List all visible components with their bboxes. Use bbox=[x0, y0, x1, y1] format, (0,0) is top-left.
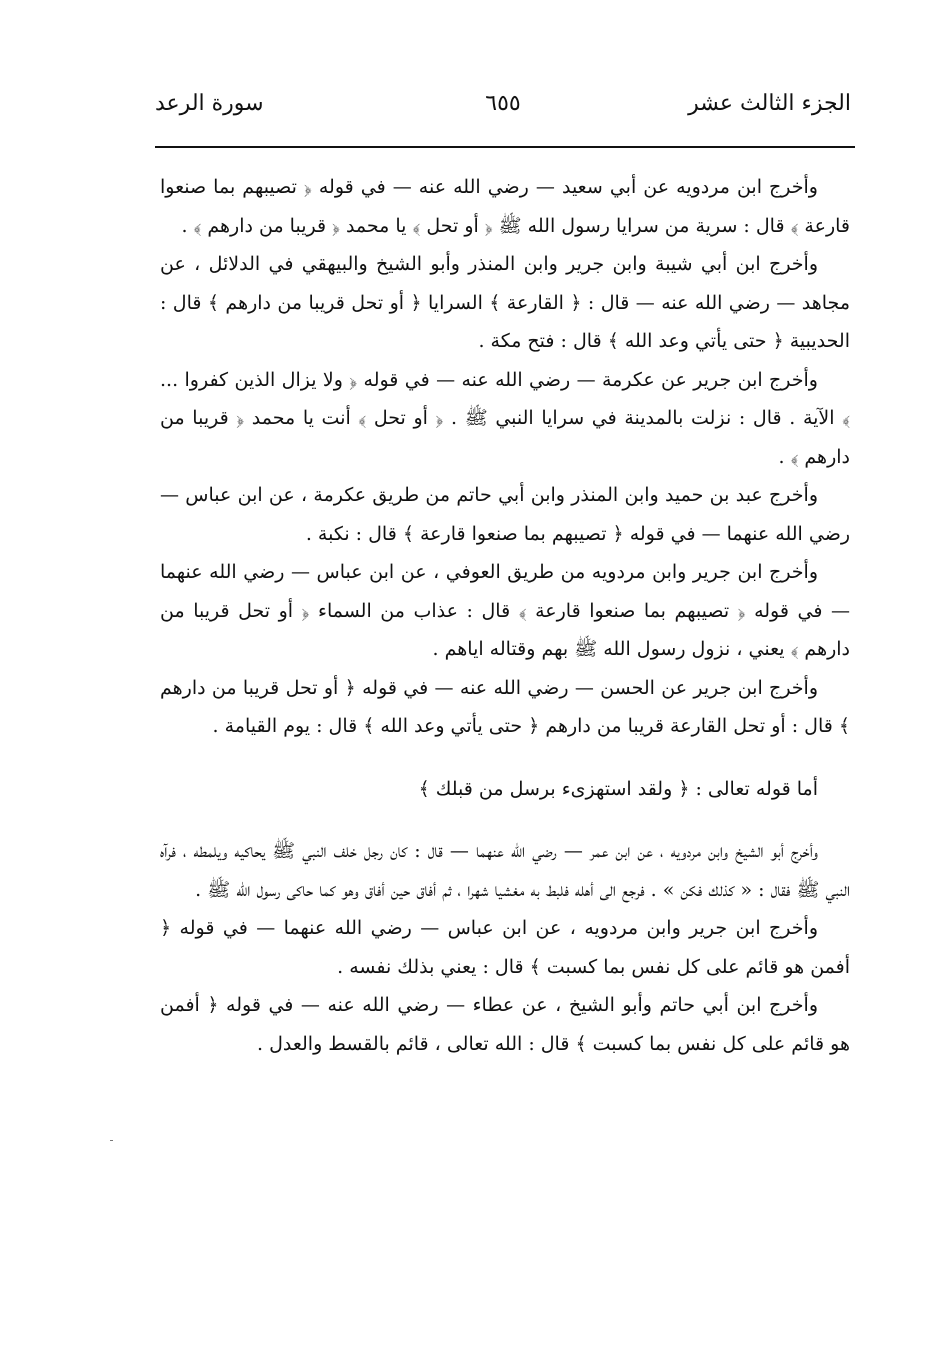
running-head bbox=[155, 84, 851, 124]
paragraph: وأخرج ابن جرير عن عكرمة — رضي الله عنه — في قوله ﴿ ولا يزال الذين كفروا ... ﴾ الآية . قال : نزلت بالمدينة في سرايا النبي ﷺ . ﴿ أو تحل ﴾ أنت يا محمد ﴿ قريبا من دارهم ﴾ . bbox=[160, 368, 850, 468]
paragraph: وأخرج ابن جرير وابن مردويه من طريق العوفي ، عن ابن عباس — رضي الله عنهما — في قوله ﴿ تصيبهم بما صنعوا قارعة ﴾ قال : عذاب من السماء ﴿ أو تحل قريبا من دارهم ﴾ يعني ، نزول رسول الله ﷺ بهم وقتاله اياهم . bbox=[160, 561, 850, 660]
page-number: ٦٥٥ bbox=[485, 91, 521, 116]
section-heading: أما قوله تعالى : ﴿ ولقد استهزىء برسل من قبلك ﴾ bbox=[418, 777, 818, 800]
header-rule bbox=[155, 146, 855, 148]
paragraph: وأخرج أبو الشيخ وابن مردويه ، عن ابن عمر — رضي الله عنهما — قال : كان رجل خلف النبي ﷺ يحاكيه ويلمطه ، فرآه النبي ﷺ فقال : « كذلك فكن » . فرجع الى أهله فلبط به مغشيا شهرا ، ثم أفاق حين أفاق وهو كما حاكى رسول الله ﷺ . bbox=[160, 840, 850, 901]
paragraph: وأخرج ابن جرير وابن مردويه ، عن ابن عباس — رضي الله عنهما — في قوله ﴿ أفمن هو قائم على كل نفس بما كسبت ﴾ قال : يعني بذلك نفسه . bbox=[160, 917, 850, 978]
paragraph: وأخرج ابن أبي حاتم وأبو الشيخ ، عن عطاء — رضي الله عنه — في قوله ﴿ أفمن هو قائم على كل نفس بما كسبت ﴾ قال : الله تعالى ، قائم بالقسط والعدل . bbox=[160, 994, 850, 1055]
scan-speck bbox=[110, 1140, 113, 1141]
paragraph: وأخرج عبد بن حميد وابن المنذر وابن أبي حاتم من طريق عكرمة ، عن ابن عباس — رضي الله عنهما — في قوله ﴿ تصيبهم بما صنعوا قارعة ﴾ قال : نكبة . bbox=[160, 484, 850, 545]
part-title: الجزء الثالث عشر bbox=[688, 91, 851, 116]
paragraph: وأخرج ابن جرير عن الحسن — رضي الله عنه — في قوله ﴿ أو تحل قريبا من دارهم ﴾ قال : أو تحل القارعة قريبا من دارهم ﴿ حتى يأتي وعد الله ﴾ قال : يوم القيامة . bbox=[160, 676, 850, 737]
surah-title: سورة الرعد bbox=[155, 91, 264, 116]
paragraph: وأخرج ابن أبي شيبة وابن جرير وابن المنذر وأبو الشيخ والبيهقي في الدلائل ، عن مجاهد — رضي الله عنه — قال : ﴿ القارعة ﴾ السرايا ﴿ أو تحل قريبا من دارهم ﴾ قال : الحديبية ﴿ حتى يأتي وعد الله ﴾ قال : فتح مكة . bbox=[160, 253, 850, 352]
page-body bbox=[160, 168, 850, 1063]
paragraph: وأخرج ابن مردويه عن أبي سعيد — رضي الله عنه — في قوله ﴿ تصيبهم بما صنعوا قارعة ﴾ قال : سرية من سرايا رسول الله ﷺ ﴿ أو تحل ﴾ يا محمد ﴿ قريبا من دارهم ﴾ . bbox=[160, 176, 850, 237]
